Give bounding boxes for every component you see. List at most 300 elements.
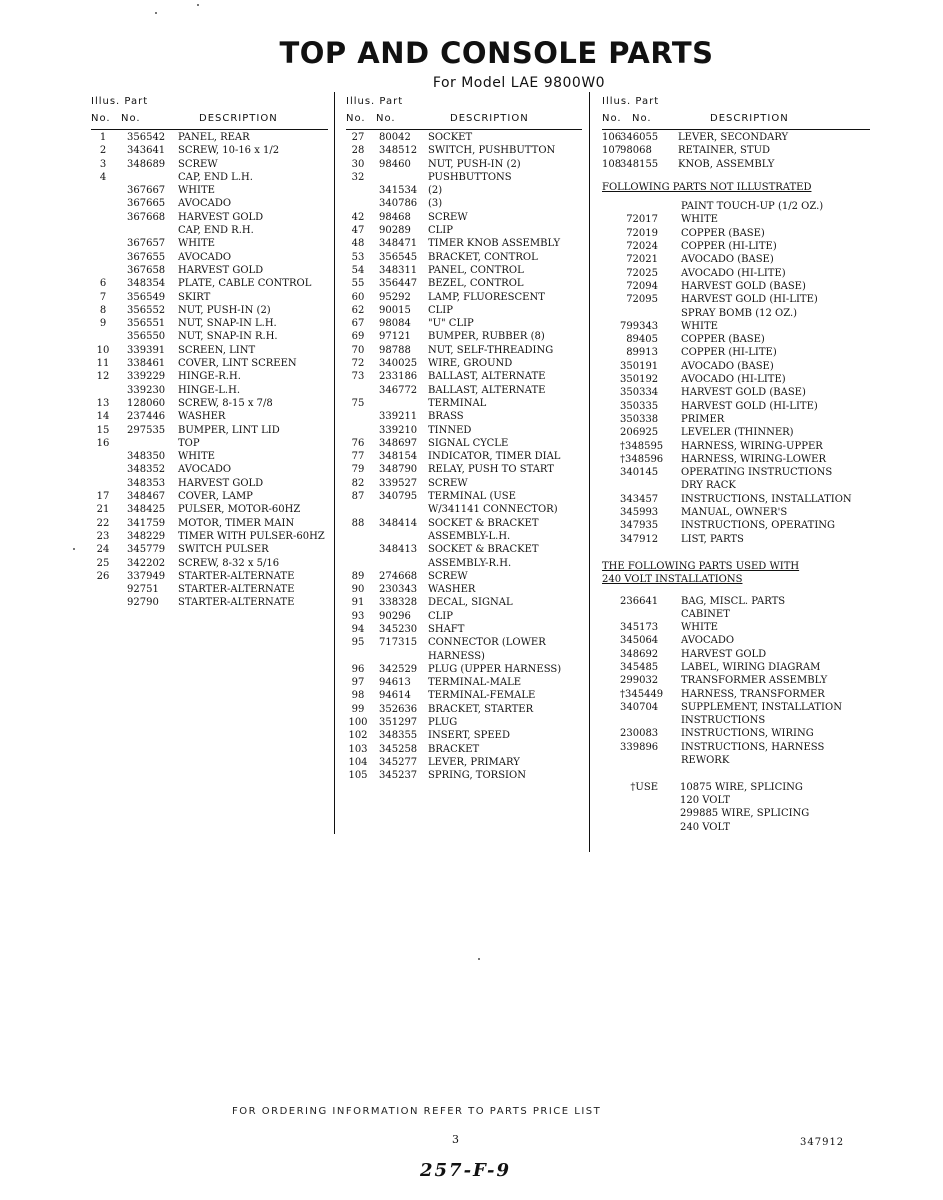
part-number: 348689 <box>127 158 166 170</box>
table-row <box>602 158 862 171</box>
ordering-footer: FOR ORDERING INFORMATION REFER TO PARTS PRICE LIST <box>232 1106 602 1117</box>
part-number: 356552 <box>127 304 166 316</box>
illus-number: 102 <box>348 730 368 742</box>
table-row <box>91 171 328 184</box>
part-number: 346772 <box>379 384 418 396</box>
part-number: 351297 <box>379 717 418 729</box>
table-row <box>602 144 862 157</box>
part-description: COPPER (BASE) <box>681 334 765 346</box>
table-row <box>91 251 328 264</box>
table-row <box>602 701 862 714</box>
illus-number: 17 <box>96 491 110 503</box>
part-description: SPRING, TORSION <box>428 770 526 782</box>
column-divider-right <box>589 92 590 852</box>
part-number: 367657 <box>127 238 166 250</box>
illus-number: 90 <box>351 584 365 596</box>
part-number: 348155 <box>620 158 659 170</box>
part-number: 347935 <box>620 520 659 532</box>
parts-column-1 <box>91 96 328 610</box>
table-row <box>346 171 582 184</box>
page-title: TOP AND CONSOLE PARTS <box>279 36 714 70</box>
part-number: 367665 <box>127 198 166 210</box>
part-description: HARNESS) <box>428 650 485 662</box>
part-description: HARNESS, WIRING-LOWER <box>681 453 827 465</box>
part-description: INSTRUCTIONS, WIRING <box>681 728 814 740</box>
table-row <box>346 610 582 623</box>
part-description: HARNESS, WIRING-UPPER <box>681 440 823 452</box>
part-description: STARTER-ALTERNATE <box>178 584 295 596</box>
part-description: SCREW, 10-16 x 1/2 <box>178 145 280 157</box>
table-row <box>91 503 328 516</box>
illus-number: 28 <box>351 145 365 157</box>
part-description: MANUAL, OWNER'S <box>681 507 788 519</box>
part-number: 72019 <box>626 227 658 239</box>
table-row <box>346 490 582 503</box>
part-number: 348414 <box>379 517 418 529</box>
part-number: 90296 <box>379 610 411 622</box>
table-row <box>346 237 582 250</box>
part-number: 237446 <box>127 411 166 423</box>
part-number: 348697 <box>379 437 418 449</box>
part-description: (3) <box>428 198 443 210</box>
part-number: 367667 <box>127 185 166 197</box>
illus-number: 47 <box>351 225 365 237</box>
illus-number: 26 <box>96 570 110 582</box>
part-number: †348595 <box>620 440 664 452</box>
parts-list-not-illustrated <box>602 200 862 546</box>
table-row <box>91 211 328 224</box>
table-row <box>602 440 862 453</box>
table-row <box>91 291 328 304</box>
table-row <box>346 477 582 490</box>
table-row <box>346 450 582 463</box>
part-description: COPPER (HI-LITE) <box>681 241 777 253</box>
part-description: HARVEST GOLD <box>178 211 264 223</box>
part-number: 343641 <box>127 145 166 157</box>
table-row <box>346 676 582 689</box>
part-number: 345277 <box>379 756 418 768</box>
part-number: 342529 <box>379 663 418 675</box>
section-heading-not-illustrated: FOLLOWING PARTS NOT ILLUSTRATED <box>602 181 812 193</box>
illus-number: 67 <box>351 318 365 330</box>
part-description: INSTRUCTIONS <box>681 715 766 727</box>
part-number: 339391 <box>127 344 166 356</box>
part-description: NUT, PUSH-IN (2) <box>178 304 271 316</box>
illus-number: 73 <box>351 371 365 383</box>
column-header: Illus. Part No. No. DESCRIPTION <box>91 96 328 131</box>
part-description: NUT, SNAP-IN R.H. <box>178 331 278 343</box>
illus-number: 11 <box>96 358 110 370</box>
part-number: 345173 <box>620 622 659 634</box>
illus-number: 25 <box>96 557 110 569</box>
part-number: 367668 <box>127 211 166 223</box>
part-number: 299032 <box>620 675 659 687</box>
part-number: 348355 <box>379 730 418 742</box>
part-description: LEVELER (THINNER) <box>681 427 794 439</box>
part-number: 90015 <box>379 304 411 316</box>
part-description: BEZEL, CONTROL <box>428 278 524 290</box>
column-header: Illus. Part No. No. DESCRIPTION <box>346 96 582 131</box>
table-row <box>602 426 862 439</box>
table-row <box>346 557 582 570</box>
part-description: WIRE, GROUND <box>428 358 513 370</box>
table-row <box>602 661 862 674</box>
table-row <box>346 224 582 237</box>
part-description: INSTRUCTIONS, OPERATING <box>681 520 836 532</box>
table-row <box>602 754 862 767</box>
parts-list <box>346 131 582 783</box>
illus-number: 54 <box>351 264 365 276</box>
part-description: SCREW <box>428 477 468 489</box>
table-row <box>91 583 328 596</box>
part-description: SCREW, 8-15 x 7/8 <box>178 397 273 409</box>
part-number: 128060 <box>127 397 166 409</box>
part-description: RETAINER, STUD <box>678 145 771 157</box>
table-row <box>91 131 328 144</box>
part-description: NUT, SNAP-IN L.H. <box>178 318 277 330</box>
part-number: 90289 <box>379 225 411 237</box>
table-row <box>91 344 328 357</box>
part-description: TIMER KNOB ASSEMBLY <box>428 238 561 250</box>
part-description: TERMINAL-FEMALE <box>428 690 536 702</box>
part-number: 350334 <box>620 387 659 399</box>
part-number: 345064 <box>620 635 659 647</box>
part-description: PAINT TOUCH-UP (1/2 OZ.) <box>681 201 824 213</box>
part-number: 98468 <box>379 211 411 223</box>
part-number: 94614 <box>379 690 411 702</box>
table-row <box>91 517 328 530</box>
part-description: BALLAST, ALTERNATE <box>428 371 546 383</box>
table-row <box>91 530 328 543</box>
illus-number: 75 <box>351 397 365 409</box>
parts-list <box>91 131 328 610</box>
table-row <box>91 477 328 490</box>
part-number: 356542 <box>127 132 166 143</box>
part-number: 72025 <box>626 267 658 279</box>
table-row <box>602 131 862 144</box>
table-row <box>91 596 328 609</box>
part-number: 92751 <box>127 584 159 596</box>
illus-number: 55 <box>351 278 365 290</box>
table-row <box>602 253 862 266</box>
part-description: WHITE <box>681 320 718 332</box>
illus-number: 10 <box>96 344 110 356</box>
part-number: 89913 <box>626 347 658 359</box>
table-row <box>346 424 582 437</box>
illus-number: 7 <box>99 291 107 303</box>
part-number: 339896 <box>620 741 659 753</box>
part-number: 230083 <box>620 728 659 740</box>
part-description: AVOCADO (HI-LITE) <box>681 267 786 279</box>
part-number: 340795 <box>379 491 418 503</box>
part-number: 206925 <box>620 427 659 439</box>
table-row <box>602 634 862 647</box>
part-description: SWITCH PULSER <box>178 544 269 556</box>
part-number: 346055 <box>620 132 659 143</box>
part-description: INDICATOR, TIMER DIAL <box>428 451 561 463</box>
table-row <box>602 200 862 213</box>
table-row <box>346 397 582 410</box>
part-description: SWITCH, PUSHBUTTON <box>428 145 556 157</box>
illus-number: 79 <box>351 464 365 476</box>
part-number: 352636 <box>379 703 418 715</box>
part-description: WASHER <box>428 584 476 596</box>
part-description: WASHER <box>178 411 226 423</box>
part-number: 339229 <box>127 371 166 383</box>
illus-number: 6 <box>99 278 107 290</box>
table-row <box>346 570 582 583</box>
part-description: SOCKET <box>428 132 473 143</box>
part-number: 341534 <box>379 185 418 197</box>
part-number: 350338 <box>620 413 659 425</box>
section-heading-240v-line1: THE FOLLOWING PARTS USED WITH <box>602 560 800 572</box>
part-description: BRACKET, STARTER <box>428 703 534 715</box>
table-row <box>91 184 328 197</box>
table-row <box>346 144 582 157</box>
part-description: PANEL, CONTROL <box>428 264 524 276</box>
part-description: SOCKET & BRACKET <box>428 544 539 556</box>
part-description: HARVEST GOLD <box>178 477 264 489</box>
part-number: 72017 <box>626 214 658 226</box>
part-description: (2) <box>428 185 443 197</box>
illus-number: 53 <box>351 251 365 263</box>
illus-number: 69 <box>351 331 365 343</box>
part-number: 274668 <box>379 570 418 582</box>
table-row <box>91 357 328 370</box>
part-description: 299885 WIRE, SPLICING <box>680 808 810 820</box>
part-description: COPPER (HI-LITE) <box>681 347 777 359</box>
illus-number: 4 <box>99 171 107 183</box>
table-row <box>602 280 862 293</box>
part-number: 367658 <box>127 264 166 276</box>
table-row <box>346 463 582 476</box>
part-description: BUMPER, LINT LID <box>178 424 280 436</box>
part-number: 338328 <box>379 597 418 609</box>
table-row <box>602 821 862 834</box>
table-row <box>346 543 582 556</box>
part-description: MOTOR, TIMER MAIN <box>178 517 295 529</box>
part-description: ASSEMBLY-L.H. <box>428 530 511 542</box>
part-description: LABEL, WIRING DIAGRAM <box>681 661 821 673</box>
parts-column-3 <box>602 96 862 834</box>
illus-number: 103 <box>348 743 368 755</box>
table-row <box>91 397 328 410</box>
part-description: AVOCADO <box>681 635 735 647</box>
table-row <box>91 384 328 397</box>
illus-number: 13 <box>96 397 110 409</box>
illus-number: 3 <box>99 158 107 170</box>
part-number: 297535 <box>127 424 166 436</box>
part-description: AVOCADO <box>178 464 232 476</box>
table-row <box>602 227 862 240</box>
scan-speck <box>197 4 199 6</box>
illus-number: 12 <box>96 371 110 383</box>
illus-number: 24 <box>96 544 110 556</box>
part-number: 348350 <box>127 451 166 463</box>
part-description: INSERT, SPEED <box>428 730 510 742</box>
part-number: 348229 <box>127 530 166 542</box>
part-number: 340145 <box>620 467 659 479</box>
table-row <box>91 317 328 330</box>
part-description: AVOCADO (HI-LITE) <box>681 374 786 386</box>
part-description: SCREW <box>178 158 218 170</box>
section-heading-240v-line2: 240 VOLT INSTALLATIONS <box>602 574 743 586</box>
part-number: 350191 <box>620 360 659 372</box>
illus-number: 89 <box>351 570 365 582</box>
part-description: LEVER, PRIMARY <box>428 756 520 768</box>
table-row <box>602 346 862 359</box>
part-description: BRACKET, CONTROL <box>428 251 538 263</box>
table-row <box>346 636 582 649</box>
illus-number: 93 <box>351 610 365 622</box>
part-number: 348692 <box>620 648 659 660</box>
part-description: PULSER, MOTOR-60HZ <box>178 504 301 516</box>
parts-column-2 <box>346 96 582 783</box>
part-description: STARTER-ALTERNATE <box>178 570 295 582</box>
part-number: 340704 <box>620 701 659 713</box>
table-row <box>602 333 862 346</box>
illus-number: 9 <box>99 318 107 330</box>
part-description: COPPER (BASE) <box>681 227 765 239</box>
scan-speck <box>478 958 480 960</box>
part-description: BALLAST, ALTERNATE <box>428 384 546 396</box>
part-number: 345237 <box>379 770 418 782</box>
part-number: †348596 <box>620 453 664 465</box>
part-number: 345485 <box>620 661 659 673</box>
illus-number: 106 <box>602 132 622 143</box>
part-number: 348311 <box>379 264 418 276</box>
illus-number: 60 <box>351 291 365 303</box>
part-description: PANEL, REAR <box>178 132 250 143</box>
table-row <box>346 317 582 330</box>
table-row <box>602 400 862 413</box>
part-description: 240 VOLT <box>680 821 731 833</box>
table-row <box>346 251 582 264</box>
part-number: 98460 <box>379 158 411 170</box>
table-row <box>602 674 862 687</box>
table-row <box>346 729 582 742</box>
part-description: CAP, END L.H. <box>178 171 253 183</box>
part-description: HARVEST GOLD <box>178 264 264 276</box>
table-row <box>346 716 582 729</box>
table-row <box>346 197 582 210</box>
illus-number: 70 <box>351 344 365 356</box>
illus-number: 87 <box>351 491 365 503</box>
part-number: 350335 <box>620 400 659 412</box>
part-description: BUMPER, RUBBER (8) <box>428 331 545 343</box>
part-description: DRY RACK <box>681 480 736 492</box>
part-description: PLUG (UPPER HARNESS) <box>428 663 562 675</box>
part-number: 340025 <box>379 358 418 370</box>
table-row <box>346 517 582 530</box>
illus-number: 1 <box>99 132 107 143</box>
part-description: INSTRUCTIONS, INSTALLATION <box>681 493 852 505</box>
illus-number: 91 <box>351 597 365 609</box>
table-row <box>346 596 582 609</box>
table-row <box>346 663 582 676</box>
table-row <box>602 213 862 226</box>
part-number: 348471 <box>379 238 418 250</box>
illus-number: 108 <box>602 158 622 170</box>
table-row <box>602 781 862 794</box>
part-description: REWORK <box>681 755 730 767</box>
part-description: SCREW <box>428 211 468 223</box>
table-row <box>602 267 862 280</box>
illus-number: 96 <box>351 663 365 675</box>
table-row <box>346 437 582 450</box>
illus-number: 104 <box>348 756 368 768</box>
part-description: HARVEST GOLD (HI-LITE) <box>681 400 818 412</box>
illus-number: 82 <box>351 477 365 489</box>
illus-number: 100 <box>348 717 368 729</box>
table-row <box>91 437 328 450</box>
part-description: HARVEST GOLD (BASE) <box>681 387 806 399</box>
illus-number: 76 <box>351 437 365 449</box>
part-number: 339527 <box>379 477 418 489</box>
illus-number: 94 <box>351 623 365 635</box>
part-description: NUT, PUSH-IN (2) <box>428 158 521 170</box>
part-description: COVER, LINT SCREEN <box>178 358 297 370</box>
part-number: 80042 <box>379 132 411 143</box>
part-number: 72024 <box>626 241 658 253</box>
part-description: TIMER WITH PULSER-60HZ <box>178 530 325 542</box>
part-description: WHITE <box>178 451 215 463</box>
part-number: 348425 <box>127 504 166 516</box>
part-description: LIST, PARTS <box>681 533 744 545</box>
table-row <box>346 410 582 423</box>
part-description: HARVEST GOLD <box>681 648 767 660</box>
part-number: 356545 <box>379 251 418 263</box>
part-number: 341759 <box>127 517 166 529</box>
part-number: 230343 <box>379 584 418 596</box>
document-code: 347912 <box>800 1137 845 1148</box>
table-row <box>602 320 862 333</box>
part-description: BRACKET <box>428 743 480 755</box>
table-row <box>602 595 862 608</box>
part-number: 347912 <box>620 533 659 545</box>
table-row <box>602 479 862 492</box>
illus-number: 105 <box>348 770 368 782</box>
part-number: 717315 <box>379 637 418 649</box>
part-number: 345993 <box>620 507 659 519</box>
part-description: PLATE, CABLE CONTROL <box>178 278 312 290</box>
table-row <box>602 727 862 740</box>
part-number: 338461 <box>127 358 166 370</box>
part-description: SCREW <box>428 570 468 582</box>
part-description: CABINET <box>681 608 730 620</box>
part-description: WHITE <box>178 238 215 250</box>
table-row <box>602 648 862 661</box>
part-description: BAG, MISCL. PARTS <box>681 595 786 607</box>
part-number: 350192 <box>620 374 659 386</box>
part-description: SKIRT <box>178 291 211 303</box>
table-row <box>91 237 328 250</box>
table-row <box>91 410 328 423</box>
table-row <box>91 557 328 570</box>
column-header: Illus. Part No. No. DESCRIPTION <box>602 96 862 131</box>
part-number: 348512 <box>379 145 418 157</box>
table-row <box>346 530 582 543</box>
part-description: TRANSFORMER ASSEMBLY <box>681 675 828 687</box>
table-row <box>91 197 328 210</box>
part-number: 92790 <box>127 597 159 609</box>
part-number: 236641 <box>620 595 659 607</box>
table-row <box>91 224 328 237</box>
part-number: 342202 <box>127 557 166 569</box>
part-description: CLIP <box>428 610 453 622</box>
part-description: SHAFT <box>428 623 465 635</box>
part-number: 340786 <box>379 198 418 210</box>
